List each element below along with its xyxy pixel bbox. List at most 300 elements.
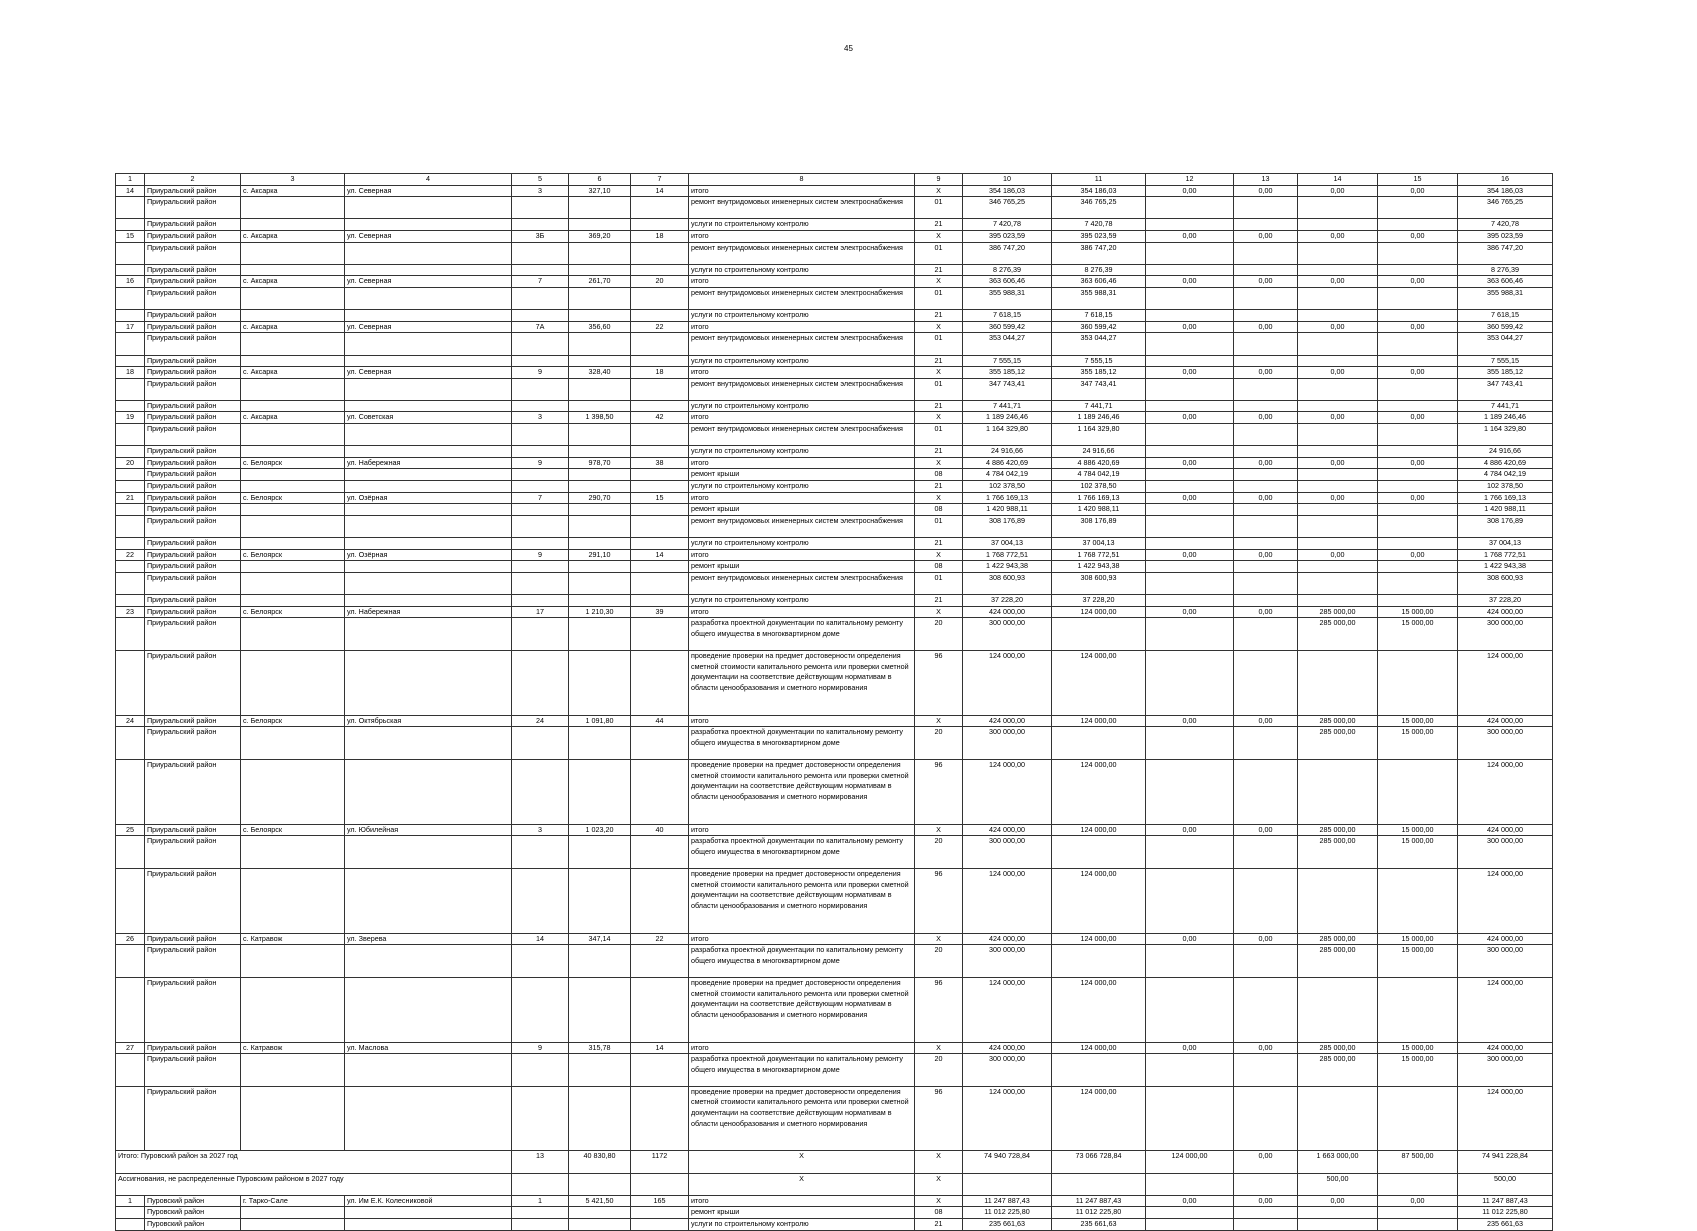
amount-cell-16: 300 000,00 [1458,1054,1553,1087]
work-type-cell: итого [689,367,915,379]
amount-cell-13 [1234,945,1298,978]
amount-cell-15: 0,00 [1378,230,1458,242]
table-row [116,606,1553,618]
street-cell: ул. Северная [345,367,512,379]
amount-cell-13 [1234,310,1298,322]
street-cell: ул. Северная [345,230,512,242]
area-cell: 356,60 [569,321,631,333]
amount-cell-15: 15 000,00 [1378,606,1458,618]
work-type-cell: ремонт внутридомовых инженерных систем электроснабжения [689,333,915,355]
amount-cell-11 [1052,1054,1146,1087]
house-number-cell [512,945,569,978]
street-cell [345,727,512,760]
amount-cell-11: 355 988,31 [1052,287,1146,309]
amount-cell-13 [1234,242,1298,264]
house-number-cell [512,264,569,276]
district-cell: Приуральский район [145,219,241,231]
table-row [116,933,1553,945]
work-type-cell: итого [689,606,915,618]
amount-cell-12: 0,00 [1146,824,1234,836]
district-cell: Приуральский район [145,197,241,219]
amount-cell-12: 0,00 [1146,1042,1234,1054]
column-number: 15 [1378,174,1458,186]
amount-cell-15: 15 000,00 [1378,1054,1458,1087]
residents-cell: 14 [631,1042,689,1054]
street-cell [345,1207,512,1219]
table-row [116,594,1553,606]
amount-cell-10: 300 000,00 [963,727,1052,760]
amount-cell-14 [1298,1207,1378,1219]
settlement-cell [241,446,345,458]
area-cell: 1 091,80 [569,715,631,727]
table-row [116,481,1553,493]
table-row [116,538,1553,550]
work-type-cell: ремонт внутридомовых инженерных систем электроснабжения [689,515,915,537]
amount-cell-12 [1146,378,1234,400]
residents-cell: 39 [631,606,689,618]
amount-cell-16: 124 000,00 [1458,868,1553,933]
area-cell: 291,10 [569,549,631,561]
area-cell [569,1086,631,1151]
area-cell [569,242,631,264]
residents-cell [631,515,689,537]
amount-cell-12 [1146,1173,1234,1195]
amount-cell-13 [1234,355,1298,367]
amount-cell-12: 0,00 [1146,492,1234,504]
amount-cell-11: 7 618,15 [1052,310,1146,322]
area-cell [569,446,631,458]
amount-cell-11: 124 000,00 [1052,824,1146,836]
street-cell [345,504,512,516]
house-number-cell [512,1219,569,1231]
house-number-cell [512,1086,569,1151]
amount-cell-13: 0,00 [1234,606,1298,618]
amount-cell-14 [1298,287,1378,309]
amount-cell-15 [1378,197,1458,219]
row-number [116,424,145,446]
area-cell [569,400,631,412]
area-cell: 328,40 [569,367,631,379]
area-cell [569,759,631,824]
row-number [116,515,145,537]
residents-cell [631,219,689,231]
area-cell [569,594,631,606]
amount-cell-16: 124 000,00 [1458,1086,1553,1151]
settlement-cell [241,1219,345,1231]
house-number-cell [512,515,569,537]
amount-cell-12: 0,00 [1146,1195,1234,1207]
work-code-cell: 21 [915,481,963,493]
amount-cell-14 [1298,469,1378,481]
amount-cell-14 [1298,1219,1378,1231]
amount-cell-10: 124 000,00 [963,650,1052,715]
amount-cell-12 [1146,977,1234,1042]
row-number: 15 [116,230,145,242]
house-number-cell [512,333,569,355]
amount-cell-11: 37 228,20 [1052,594,1146,606]
house-number-cell: 9 [512,457,569,469]
amount-cell-13: 0,00 [1234,412,1298,424]
amount-cell-12: 0,00 [1146,715,1234,727]
work-code-cell: 08 [915,469,963,481]
table-row [116,824,1553,836]
area-cell [569,469,631,481]
table-body [116,174,1553,1231]
table-row [116,197,1553,219]
street-cell: ул. Маслова [345,1042,512,1054]
amount-cell-14 [1298,378,1378,400]
house-number-cell: 17 [512,606,569,618]
district-cell: Приуральский район [145,549,241,561]
amount-cell-11: 24 916,66 [1052,446,1146,458]
amount-cell-16: 355 185,12 [1458,367,1553,379]
district-cell: Приуральский район [145,727,241,760]
settlement-cell: с. Белоярск [241,549,345,561]
settlement-cell [241,504,345,516]
amount-cell-11: 1 420 988,11 [1052,504,1146,516]
amount-cell-15: 15 000,00 [1378,945,1458,978]
area-cell: 369,20 [569,230,631,242]
district-cell: Приуральский район [145,287,241,309]
amount-cell-11: 1 768 772,51 [1052,549,1146,561]
work-type-cell: ремонт крыши [689,561,915,573]
table-row [116,457,1553,469]
amount-cell-14 [1298,333,1378,355]
amount-cell-11: 346 765,25 [1052,197,1146,219]
amount-cell-16: 424 000,00 [1458,1042,1553,1054]
street-cell [345,1086,512,1151]
amount-cell-11: 8 276,39 [1052,264,1146,276]
row-number [116,594,145,606]
row-number: 25 [116,824,145,836]
settlement-cell [241,594,345,606]
work-type-cell: итого [689,276,915,288]
amount-cell-11: 1 422 943,38 [1052,561,1146,573]
amount-cell-16: 1 768 772,51 [1458,549,1553,561]
work-code-cell: 96 [915,650,963,715]
work-code-cell: 21 [915,446,963,458]
amount-cell-11: 4 784 042,19 [1052,469,1146,481]
amount-cell-12 [1146,219,1234,231]
district-cell: Приуральский район [145,400,241,412]
amount-cell-11: 360 599,42 [1052,321,1146,333]
table-row [116,650,1553,715]
table-row [116,727,1553,760]
amount-cell-12: 0,00 [1146,933,1234,945]
amount-cell-12 [1146,759,1234,824]
row-number [116,264,145,276]
district-cell: Приуральский район [145,945,241,978]
amount-cell-14: 0,00 [1298,492,1378,504]
settlement-cell [241,945,345,978]
residents-cell: 20 [631,276,689,288]
street-cell [345,469,512,481]
table-row [116,219,1553,231]
amount-cell-14 [1298,977,1378,1042]
house-number-cell: 7 [512,276,569,288]
district-cell: Приуральский район [145,230,241,242]
amount-cell-10: 37 004,13 [963,538,1052,550]
row-number: 17 [116,321,145,333]
amount-cell-16: 7 420,78 [1458,219,1553,231]
amount-cell-15 [1378,1207,1458,1219]
settlement-cell: с. Катравож [241,933,345,945]
amount-cell-15: 0,00 [1378,492,1458,504]
row-number [116,310,145,322]
table-row [116,561,1553,573]
amount-cell-14 [1298,197,1378,219]
amount-cell-11: 1 164 329,80 [1052,424,1146,446]
amount-cell-16: 360 599,42 [1458,321,1553,333]
column-number: 1 [116,174,145,186]
amount-cell-15 [1378,333,1458,355]
district-cell: Приуральский район [145,355,241,367]
row-number [116,400,145,412]
amount-cell-16: 424 000,00 [1458,715,1553,727]
amount-cell-13 [1234,219,1298,231]
settlement-cell [241,515,345,537]
amount-cell-15: 87 500,00 [1378,1151,1458,1173]
amount-cell-15: 15 000,00 [1378,727,1458,760]
column-number: 12 [1146,174,1234,186]
amount-cell-14: 0,00 [1298,321,1378,333]
amount-cell-10: 1 768 772,51 [963,549,1052,561]
amount-cell-14: 0,00 [1298,1195,1378,1207]
street-cell: ул. Набережная [345,457,512,469]
residents-cell [631,400,689,412]
work-code-cell: 96 [915,1086,963,1151]
row-number: 23 [116,606,145,618]
street-cell [345,538,512,550]
amount-cell-14: 1 663 000,00 [1298,1151,1378,1173]
amount-cell-14: 0,00 [1298,457,1378,469]
amount-cell-14: 0,00 [1298,412,1378,424]
amount-cell-10 [963,1173,1052,1195]
amount-cell-14 [1298,242,1378,264]
amount-cell-11: 1 189 246,46 [1052,412,1146,424]
work-type-cell: проведение проверки на предмет достоверности определения сметной стоимости капитального ремонта или проверки сметной документации на соответствие действующим нормативам в области ценообразования и сметного нормирования [689,759,915,824]
amount-cell-11 [1052,1173,1146,1195]
amount-cell-11: 308 600,93 [1052,572,1146,594]
amount-cell-10: 11 012 225,80 [963,1207,1052,1219]
amount-cell-10: 1 766 169,13 [963,492,1052,504]
amount-cell-13: 0,00 [1234,1151,1298,1173]
column-number: 4 [345,174,512,186]
table-row [116,1195,1553,1207]
settlement-cell [241,977,345,1042]
amount-cell-13 [1234,287,1298,309]
column-number: 10 [963,174,1052,186]
area-cell [569,219,631,231]
amount-cell-10: 354 186,03 [963,185,1052,197]
district-cell: Приуральский район [145,1086,241,1151]
work-type-cell: ремонт крыши [689,504,915,516]
amount-cell-12 [1146,515,1234,537]
district-cell: Приуральский район [145,276,241,288]
row-number [116,197,145,219]
house-number-cell [512,1173,569,1195]
amount-cell-11: 354 186,03 [1052,185,1146,197]
amount-cell-11: 7 555,15 [1052,355,1146,367]
amount-cell-14: 0,00 [1298,276,1378,288]
amount-cell-12 [1146,481,1234,493]
area-cell [569,1054,631,1087]
house-number-cell [512,400,569,412]
residents-cell: 18 [631,230,689,242]
amount-cell-13 [1234,594,1298,606]
row-number [116,572,145,594]
row-number [116,1207,145,1219]
amount-cell-16: 8 276,39 [1458,264,1553,276]
amount-cell-11: 124 000,00 [1052,868,1146,933]
amount-cell-12: 0,00 [1146,606,1234,618]
district-cell: Пуровский район [145,1195,241,1207]
settlement-cell: с. Аксарка [241,412,345,424]
district-cell: Приуральский район [145,310,241,322]
amount-cell-13: 0,00 [1234,549,1298,561]
work-code-cell: X [915,549,963,561]
row-number: 20 [116,457,145,469]
amount-cell-15: 15 000,00 [1378,1042,1458,1054]
residents-cell [631,504,689,516]
row-number [116,355,145,367]
settlement-cell [241,355,345,367]
table-row [116,868,1553,933]
amount-cell-12 [1146,727,1234,760]
amount-cell-12: 0,00 [1146,412,1234,424]
amount-cell-11: 124 000,00 [1052,1086,1146,1151]
work-code-cell: X [915,1151,963,1173]
residents-cell: 1172 [631,1151,689,1173]
area-cell [569,378,631,400]
area-cell [569,836,631,869]
row-number [116,504,145,516]
settlement-cell [241,219,345,231]
settlement-cell: с. Белоярск [241,824,345,836]
settlement-cell [241,618,345,651]
street-cell [345,1054,512,1087]
column-number: 6 [569,174,631,186]
residents-cell [631,242,689,264]
table-row [116,276,1553,288]
district-cell: Приуральский район [145,424,241,446]
district-cell: Приуральский район [145,977,241,1042]
table-row [116,977,1553,1042]
table-row [116,412,1553,424]
amount-cell-10: 424 000,00 [963,824,1052,836]
work-type-cell: итого [689,715,915,727]
amount-cell-11: 124 000,00 [1052,715,1146,727]
column-number: 11 [1052,174,1146,186]
amount-cell-10: 300 000,00 [963,1054,1052,1087]
amount-cell-11: 7 441,71 [1052,400,1146,412]
table-row [116,287,1553,309]
area-cell [569,945,631,978]
area-cell [569,1219,631,1231]
street-cell [345,650,512,715]
amount-cell-10: 424 000,00 [963,606,1052,618]
residents-cell: 14 [631,549,689,561]
column-number: 2 [145,174,241,186]
area-cell [569,197,631,219]
house-number-cell: 9 [512,367,569,379]
amount-cell-10: 11 247 887,43 [963,1195,1052,1207]
amount-cell-12 [1146,333,1234,355]
table-row [116,945,1553,978]
settlement-cell [241,469,345,481]
amount-cell-10: 24 916,66 [963,446,1052,458]
amount-cell-16: 24 916,66 [1458,446,1553,458]
row-number [116,977,145,1042]
amount-cell-11: 73 066 728,84 [1052,1151,1146,1173]
area-cell [569,333,631,355]
row-number [116,481,145,493]
row-number: 1 [116,1195,145,1207]
house-number-cell [512,469,569,481]
district-cell: Приуральский район [145,561,241,573]
amount-cell-14: 285 000,00 [1298,1054,1378,1087]
amount-cell-14: 0,00 [1298,549,1378,561]
amount-cell-14: 285 000,00 [1298,1042,1378,1054]
house-number-cell [512,561,569,573]
amount-cell-10: 308 176,89 [963,515,1052,537]
district-cell: Приуральский район [145,1042,241,1054]
district-cell: Приуральский район [145,836,241,869]
amount-cell-15 [1378,355,1458,367]
work-code-cell: X [915,715,963,727]
street-cell [345,446,512,458]
amount-cell-14 [1298,355,1378,367]
amount-cell-13 [1234,561,1298,573]
column-number: 7 [631,174,689,186]
amount-cell-14 [1298,538,1378,550]
work-type-cell: итого [689,933,915,945]
work-type-cell: итого [689,1042,915,1054]
work-type-cell: ремонт внутридомовых инженерных систем электроснабжения [689,242,915,264]
amount-cell-13 [1234,836,1298,869]
work-type-cell: ремонт внутридомовых инженерных систем электроснабжения [689,424,915,446]
area-cell [569,481,631,493]
work-code-cell: X [915,1173,963,1195]
amount-cell-11 [1052,945,1146,978]
amount-cell-16: 124 000,00 [1458,650,1553,715]
settlement-cell [241,333,345,355]
area-cell [569,538,631,550]
amount-cell-15 [1378,481,1458,493]
row-number [116,1219,145,1231]
amount-cell-15 [1378,759,1458,824]
street-cell [345,977,512,1042]
settlement-cell: с. Катравож [241,1042,345,1054]
amount-cell-15 [1378,378,1458,400]
house-number-cell [512,759,569,824]
street-cell [345,400,512,412]
amount-cell-16: 308 176,89 [1458,515,1553,537]
street-cell: ул. Озёрная [345,549,512,561]
row-number [116,836,145,869]
street-cell [345,219,512,231]
area-cell [569,868,631,933]
work-code-cell: 21 [915,594,963,606]
row-number [116,538,145,550]
amount-cell-15 [1378,515,1458,537]
district-cell: Приуральский район [145,715,241,727]
district-cell: Приуральский район [145,650,241,715]
table-row [116,618,1553,651]
amount-cell-12 [1146,561,1234,573]
row-number: 18 [116,367,145,379]
house-number-cell [512,287,569,309]
